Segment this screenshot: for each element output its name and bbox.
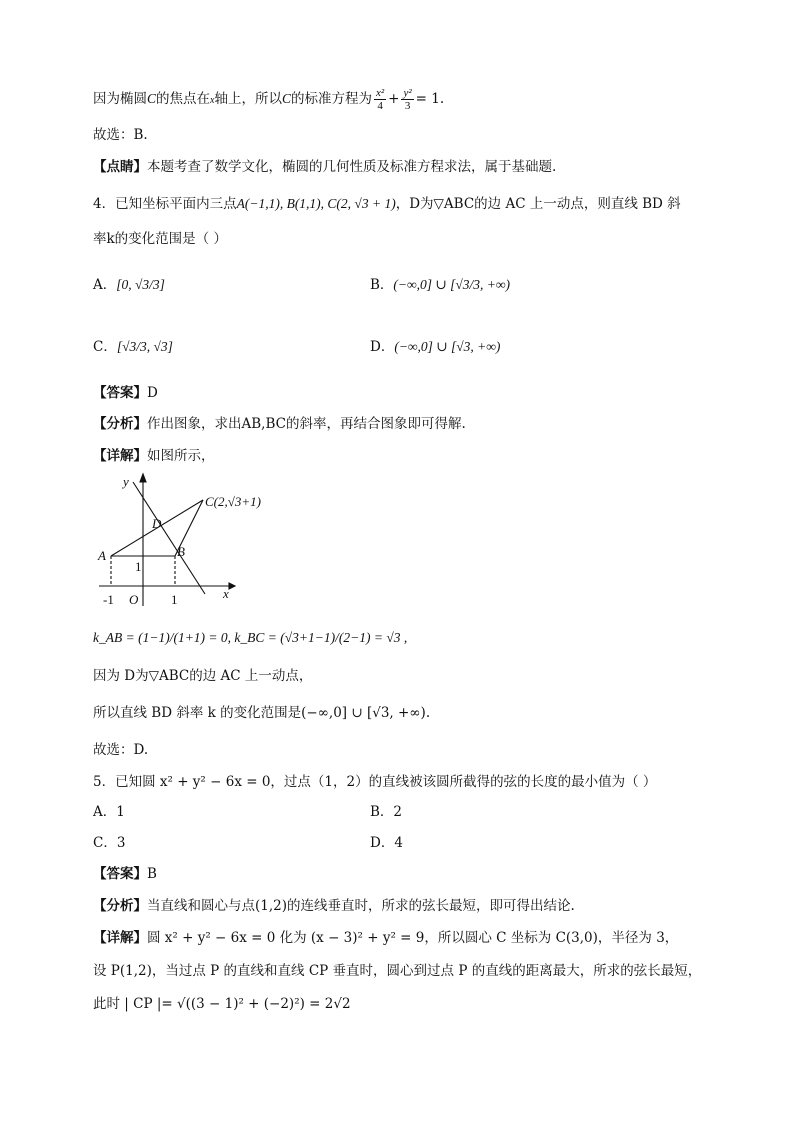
q4-reason1: 因为 D为▽ABC的边 AC 上一动点， [93,668,313,684]
label-y: y [123,474,129,489]
fraction-y2-3: $\frac{\text{y²}}{3}$ [403,87,412,112]
q4-option-d: D．(−∞,0] ∪ [√3, +∞) [370,339,501,355]
q5-option-b: B．2 [370,804,403,820]
label-neg-one: -1 [103,592,114,607]
q4-analysis: 【分析】作出图象，求出AB,BC的斜率，再结合图象即可得解. [93,416,466,432]
q4-stem-line2: 率k的变化范围是（ ） [93,231,227,247]
q5-detail2: 设 P(1,2)，当过点 P 的直线和直线 CP 垂直时，圆心到过点 P 的直线的距离最大，所求的弦长最短， [93,963,702,979]
q4-reason2: 所以直线 BD 斜率 k 的变化范围是(−∞,0] ∪ [√3, +∞). [93,705,431,721]
choice-line-1: 故选：B. [93,127,148,143]
label-a: A [98,548,106,563]
label-b: B [177,544,185,559]
q4-detail: 【详解】如图所示， [93,448,215,464]
q5-detail3: 此时 | CP |= √((3 − 1)² + (−2)²) = 2√2 [93,996,351,1012]
y-axis-arrow [140,474,146,482]
label-origin: O [129,592,139,607]
q4-option-c: C．[√3/3, √3] [93,339,173,355]
label-one-y: 1 [135,559,142,574]
q5-analysis: 【分析】当直线和圆心与点(1,2)的连线垂直时，所求的弦长最短，即可得出结论. [93,898,575,914]
label-x: x [223,586,229,601]
coordinate-figure [93,470,293,610]
slope-line-bd [133,482,205,594]
q5-option-d: D．4 [370,835,403,851]
q5-detail: 【详解】圆 x² + y² − 6x = 0 化为 (x − 3)² + y² = 9，所以圆心 C 坐标为 C(3,0)，半径为 3， [93,930,679,946]
remark-line: 【点睛】本题考查了数学文化，椭圆的几何性质及标准方程求法，属于基础题. [93,159,557,175]
q4-choose: 故选：D. [93,742,149,758]
q4-answer: 【答案】D [93,385,158,401]
q4-stem-line1: 4．已知坐标平面内三点A(−1,1), B(1,1), C(2, √3 + 1)，D为▽ABC的边 AC 上一动点，则直线 BD 斜 [93,196,681,212]
q5-option-a: A．1 [93,804,125,820]
fraction-x2-4: $\frac{\text{x²}}{4}$ [375,87,385,112]
q4-slope-calc: k_AB = (1−1)/(1+1) = 0, k_BC = (√3+1−1)/(2−1) = √3 , [93,630,408,645]
q4-option-b: B．(−∞,0] ∪ [√3/3, +∞) [370,277,510,293]
line-ellipse-conclusion: 因为椭圆C的焦点在x轴上，所以C的标准方程为 $\frac{\text{x²}}{4}$ + $\frac{\text{y²}}{3}$ = 1. [93,87,445,112]
q4-option-a: A．[0, √3/3] [93,277,165,293]
label-d: D [152,516,162,531]
q5-answer: 【答案】B [93,866,157,882]
label-c: C(2,√3+1) [205,494,261,509]
x-axis-arrow [229,583,235,589]
label-one-x: 1 [171,592,178,607]
q5-option-c: C．3 [93,835,126,851]
q5-stem: 5．已知圆 x² + y² − 6x = 0，过点（1，2）的直线被该圆所截得的弦的长度的最小值为（ ） [93,774,657,790]
